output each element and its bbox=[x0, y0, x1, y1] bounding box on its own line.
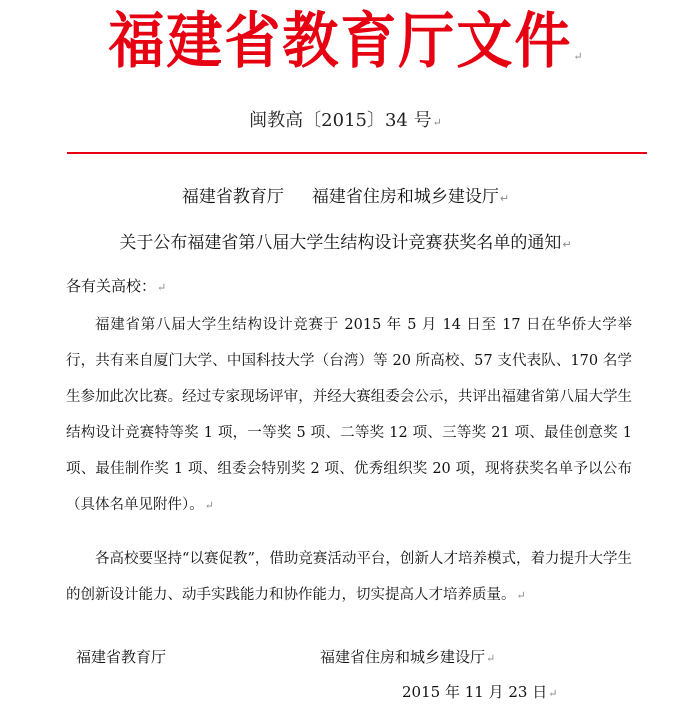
paragraph-mark: ↵ bbox=[562, 238, 572, 251]
issue-date bbox=[402, 681, 557, 705]
paragraph-mark: ↵ bbox=[573, 50, 583, 63]
red-separator-line bbox=[67, 152, 647, 154]
paragraph-mark: ↵ bbox=[516, 589, 526, 602]
paragraph-mark: ↵ bbox=[204, 499, 214, 512]
issue-date-text: 2015 年 11 月 23 日 bbox=[402, 683, 548, 701]
issuer-housing-department: 福建省住房和城乡建设厅 bbox=[311, 187, 499, 207]
body-paragraph-text: 福建省第八届大学生结构设计竞赛于 2015 年 5 月 14 日至 17 日在华侨大学举行，共有来自厦门大学、中国科技大学（台湾）等 20 所高校、57 支代表队、170 名学生参加此次比赛。经过专家现场评审，并经大赛组委会公示，共评出福建省第八届大学生结构设计竞赛特等奖 1 项，一等奖 5 项、二等奖 12 项、三等奖 21 项、最佳创意奖 1 项、最佳制作奖 1 项、组委会特别奖 2 项、优秀组织奖 20 项，现将获奖名单予以公布（具体名单见附件）。 bbox=[66, 317, 632, 513]
document-number-text: 闽教高〔2015〕34 号 bbox=[249, 110, 432, 131]
paragraph-mark: ↵ bbox=[157, 281, 167, 294]
signature-housing-department bbox=[320, 645, 495, 671]
signature-left-text: 福建省教育厅 bbox=[76, 648, 167, 666]
salutation bbox=[66, 274, 166, 300]
salutation-text: 各有关高校： bbox=[66, 277, 157, 295]
body-paragraph bbox=[66, 541, 632, 614]
masthead-title: 福建省教育厅文件 bbox=[108, 5, 573, 77]
masthead bbox=[0, 6, 691, 76]
issuer-education-department: 福建省教育厅 bbox=[181, 187, 284, 207]
paragraph-mark: ↵ bbox=[548, 687, 558, 700]
document-number bbox=[0, 108, 691, 136]
body-paragraph-text: 各高校要坚持“以赛促教”，借助竞赛活动平台，创新人才培养模式，着力提升大学生的创新设计能力、动手实践能力和协作能力，切实提高人才培养质量。 bbox=[66, 551, 632, 603]
signature-right-text: 福建省住房和城乡建设厅 bbox=[320, 648, 486, 666]
paragraph-mark: ↵ bbox=[486, 652, 496, 665]
issuing-authorities bbox=[0, 184, 691, 212]
signature-education-department bbox=[76, 645, 166, 669]
paragraph-mark: ↵ bbox=[432, 116, 442, 129]
body-paragraph bbox=[66, 307, 632, 524]
notice-subject-text: 关于公布福建省第八届大学生结构设计竞赛获奖名单的通知 bbox=[119, 233, 562, 253]
notice-subject bbox=[0, 230, 691, 258]
paragraph-mark: ↵ bbox=[499, 192, 510, 205]
